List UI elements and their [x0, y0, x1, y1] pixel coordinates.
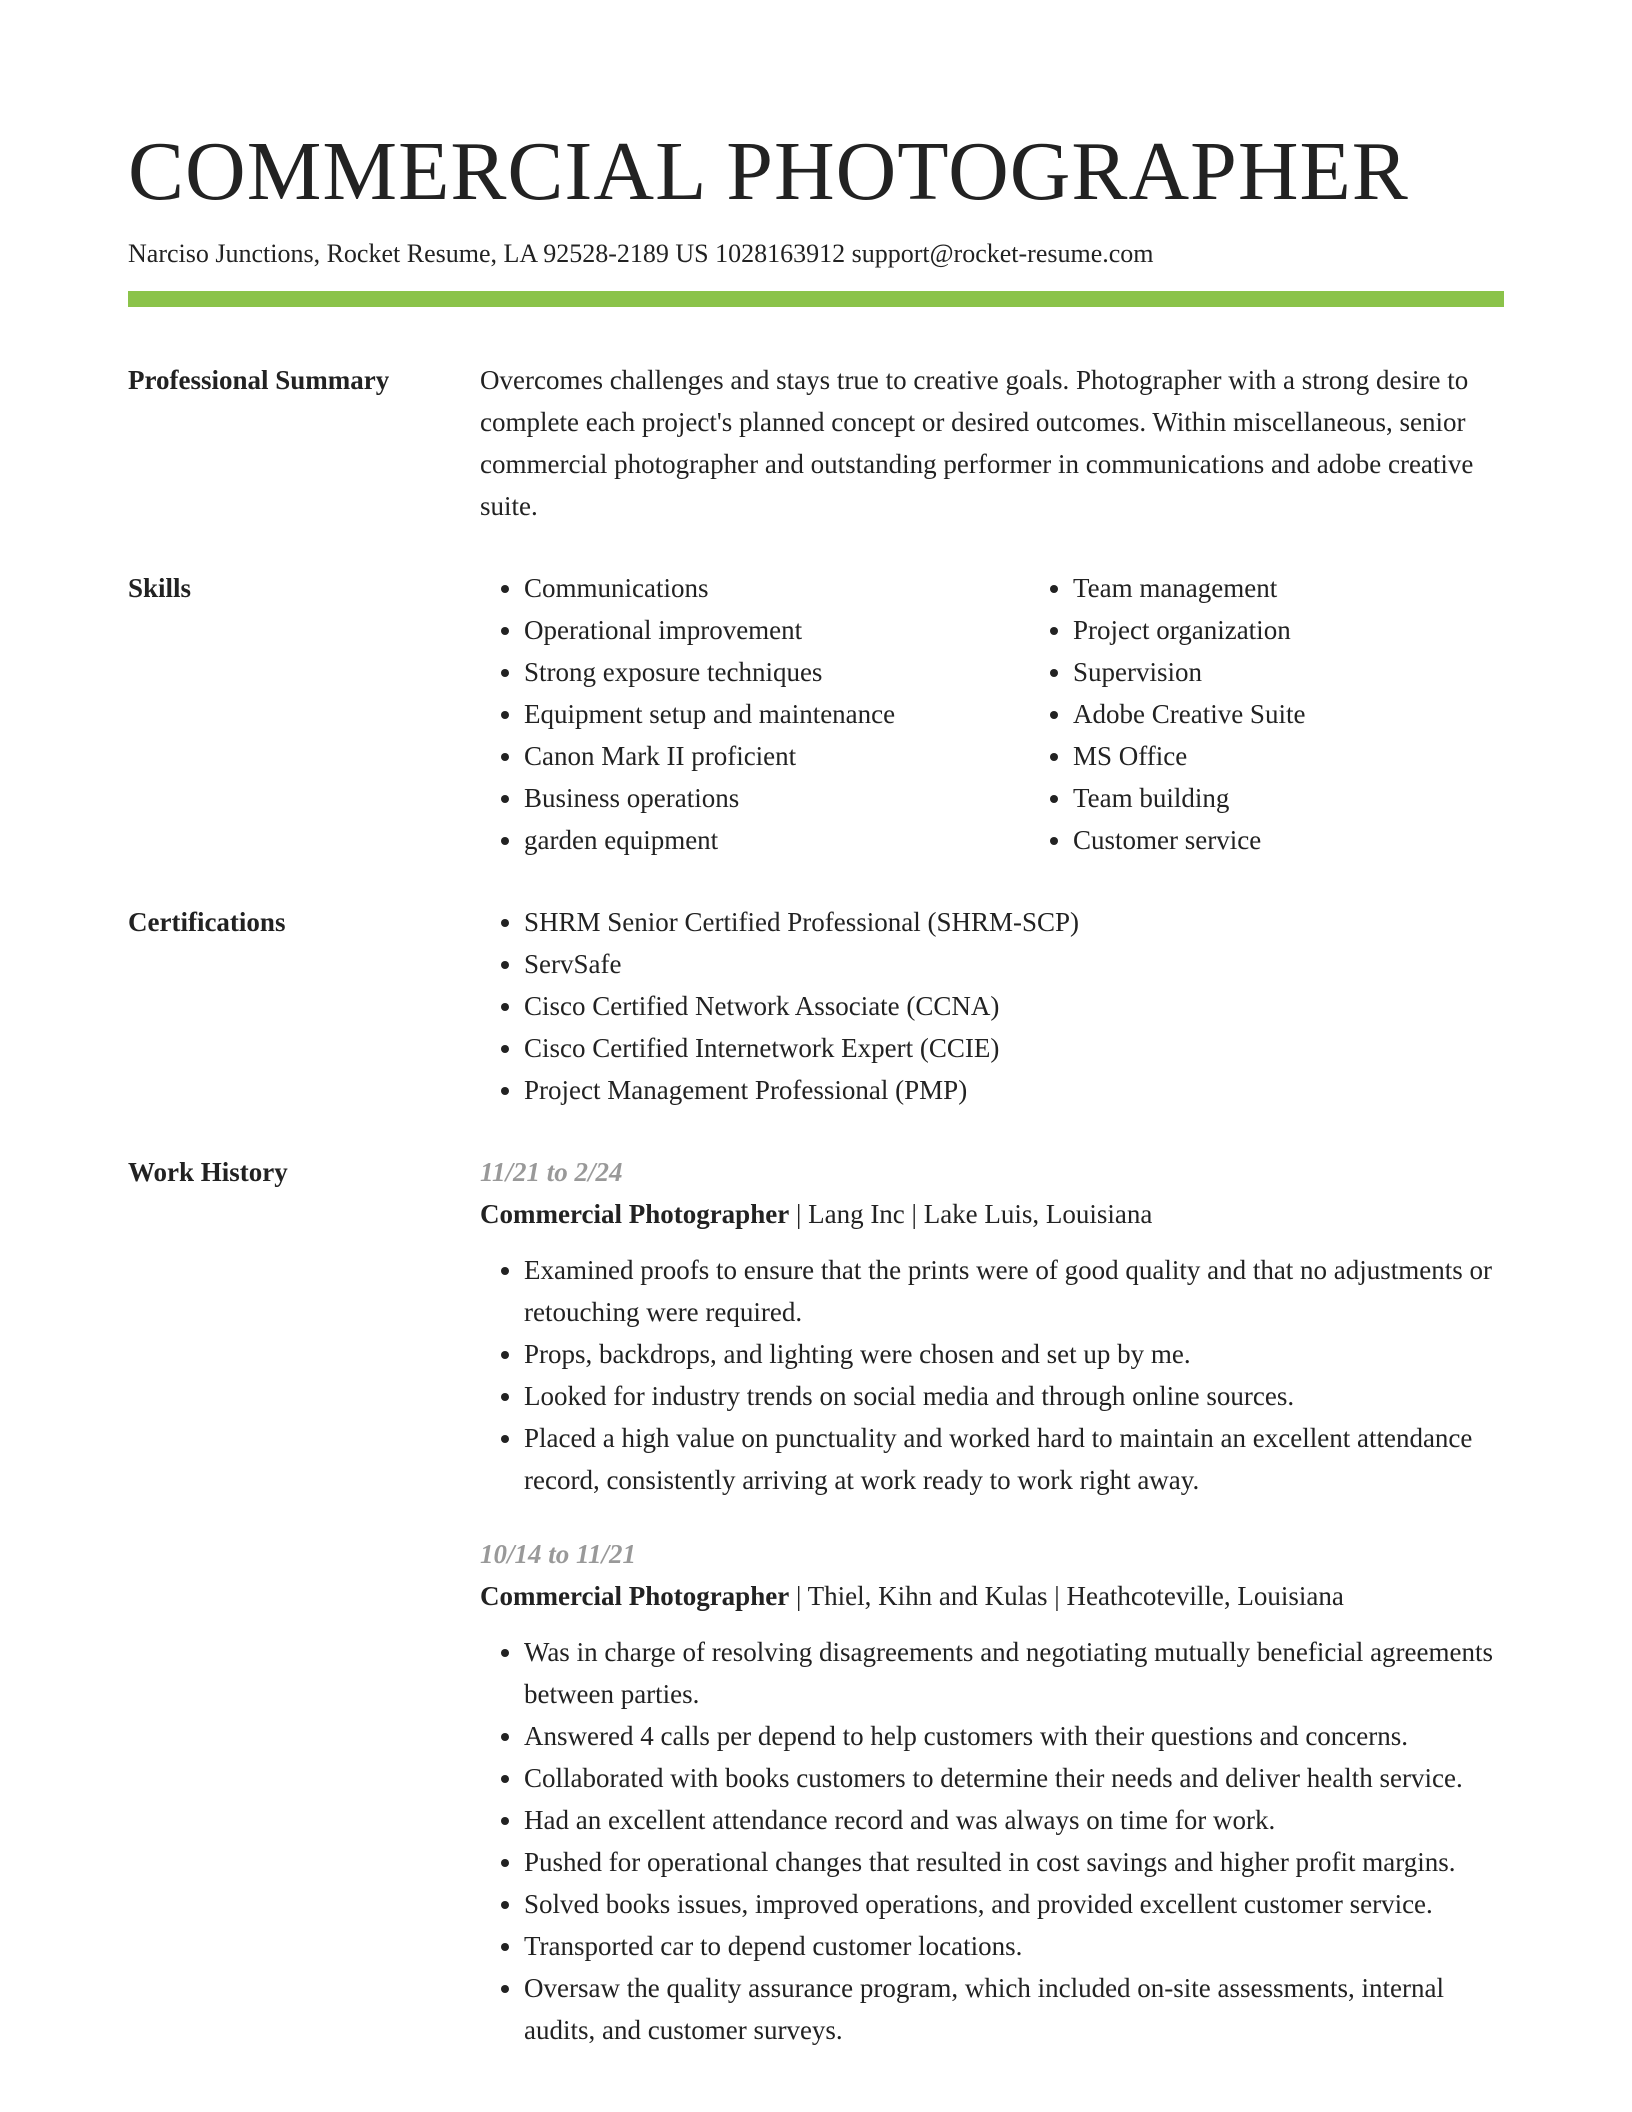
- job-heading: [480, 1575, 1504, 1617]
- job-bullet: • Pushed for operational changes that resulted in cost savings and higher profit margins.: [524, 1841, 1504, 1883]
- certification-item: • Cisco Certified Network Associate (CCNA): [524, 985, 1504, 1027]
- certification-item: • SHRM Senior Certified Professional (SHRM-SCP): [524, 901, 1504, 943]
- skill-item: • Supervision: [1073, 651, 1578, 693]
- skill-item: • Equipment setup and maintenance: [524, 693, 1029, 735]
- job-bullet: • Was in charge of resolving disagreements and negotiating mutually beneficial agreements between parties.: [524, 1631, 1504, 1715]
- certification-item: • ServSafe: [524, 943, 1504, 985]
- skill-item: • Project organization: [1073, 609, 1578, 651]
- skill-item: • Operational improvement: [524, 609, 1029, 651]
- section-title-summary: Professional Summary: [128, 365, 390, 396]
- job-title: Commercial Photographer: [480, 1199, 790, 1230]
- skill-item: • Canon Mark II proficient: [524, 735, 1029, 777]
- skills-list-left: [480, 567, 1029, 861]
- skills-section: [128, 567, 1504, 861]
- skill-item: • Business operations: [524, 777, 1029, 819]
- certifications-list: [480, 901, 1504, 1111]
- job-entry: [480, 1533, 1504, 2051]
- contact-line: Narciso Junctions, Rocket Resume, LA 92528-2189 US 1028163912 support@rocket-resume.com: [128, 239, 1154, 268]
- job-bullet: • Oversaw the quality assurance program, which included on-site assessments, internal audits, and customer surveys.: [524, 1967, 1504, 2051]
- job-bullet: • Placed a high value on punctuality and worked hard to maintain an excellent attendance record, consistently arriving at work ready to work right away.: [524, 1417, 1504, 1501]
- skills-list-right: [1029, 567, 1578, 861]
- skill-item: • Team building: [1073, 777, 1578, 819]
- work-history-section: [128, 1151, 1504, 2083]
- job-bullet: • Examined proofs to ensure that the prints were of good quality and that no adjustments or retouching were required.: [524, 1249, 1504, 1333]
- certification-item: • Cisco Certified Internetwork Expert (CCIE): [524, 1027, 1504, 1069]
- job-bullet: • Props, backdrops, and lighting were chosen and set up by me.: [524, 1333, 1504, 1375]
- skill-item: • Team management: [1073, 567, 1578, 609]
- job-heading: [480, 1193, 1504, 1235]
- certification-item: • Project Management Professional (PMP): [524, 1069, 1504, 1111]
- skill-item: • MS Office: [1073, 735, 1578, 777]
- job-details: | Lang Inc | Lake Luis, Louisiana: [789, 1199, 1153, 1230]
- job-entry: [480, 1151, 1504, 1501]
- skill-item: • Communications: [524, 567, 1029, 609]
- job-bullet: • Solved books issues, improved operations, and provided excellent customer service.: [524, 1883, 1504, 1925]
- job-details: | Thiel, Kihn and Kulas | Heathcoteville, Louisiana: [789, 1581, 1344, 1612]
- resume-name: COMMERCIAL PHOTOGRAPHER: [128, 125, 1409, 218]
- section-title-certifications: Certifications: [128, 907, 286, 938]
- skill-item: • Customer service: [1073, 819, 1578, 861]
- skill-item: • garden equipment: [524, 819, 1029, 861]
- header-divider: [128, 291, 1504, 307]
- summary-section: [128, 359, 1504, 527]
- job-dates: 11/21 to 2/24: [480, 1157, 623, 1188]
- job-bullet: • Answered 4 calls per depend to help customers with their questions and concerns.: [524, 1715, 1504, 1757]
- skill-item: • Adobe Creative Suite: [1073, 693, 1578, 735]
- job-bullet: • Looked for industry trends on social media and through online sources.: [524, 1375, 1504, 1417]
- job-bullets: [480, 1249, 1504, 1501]
- job-bullet: • Transported car to depend customer locations.: [524, 1925, 1504, 1967]
- certifications-section: [128, 901, 1504, 1111]
- job-bullet: • Collaborated with books customers to determine their needs and deliver health service.: [524, 1757, 1504, 1799]
- job-title: Commercial Photographer: [480, 1581, 790, 1612]
- summary-text: Overcomes challenges and stays true to creative goals. Photographer with a strong desire to complete each project's planned concept or desired outcomes. Within miscellaneous, senior commercial photographer and outstanding performer in communications and adobe creative suite.: [480, 365, 1474, 522]
- job-bullet: • Had an excellent attendance record and was always on time for work.: [524, 1799, 1504, 1841]
- job-dates: 10/14 to 11/21: [480, 1539, 637, 1570]
- section-title-work-history: Work History: [128, 1157, 288, 1188]
- skill-item: • Strong exposure techniques: [524, 651, 1029, 693]
- job-bullets: [480, 1631, 1504, 2051]
- section-title-skills: Skills: [128, 573, 192, 604]
